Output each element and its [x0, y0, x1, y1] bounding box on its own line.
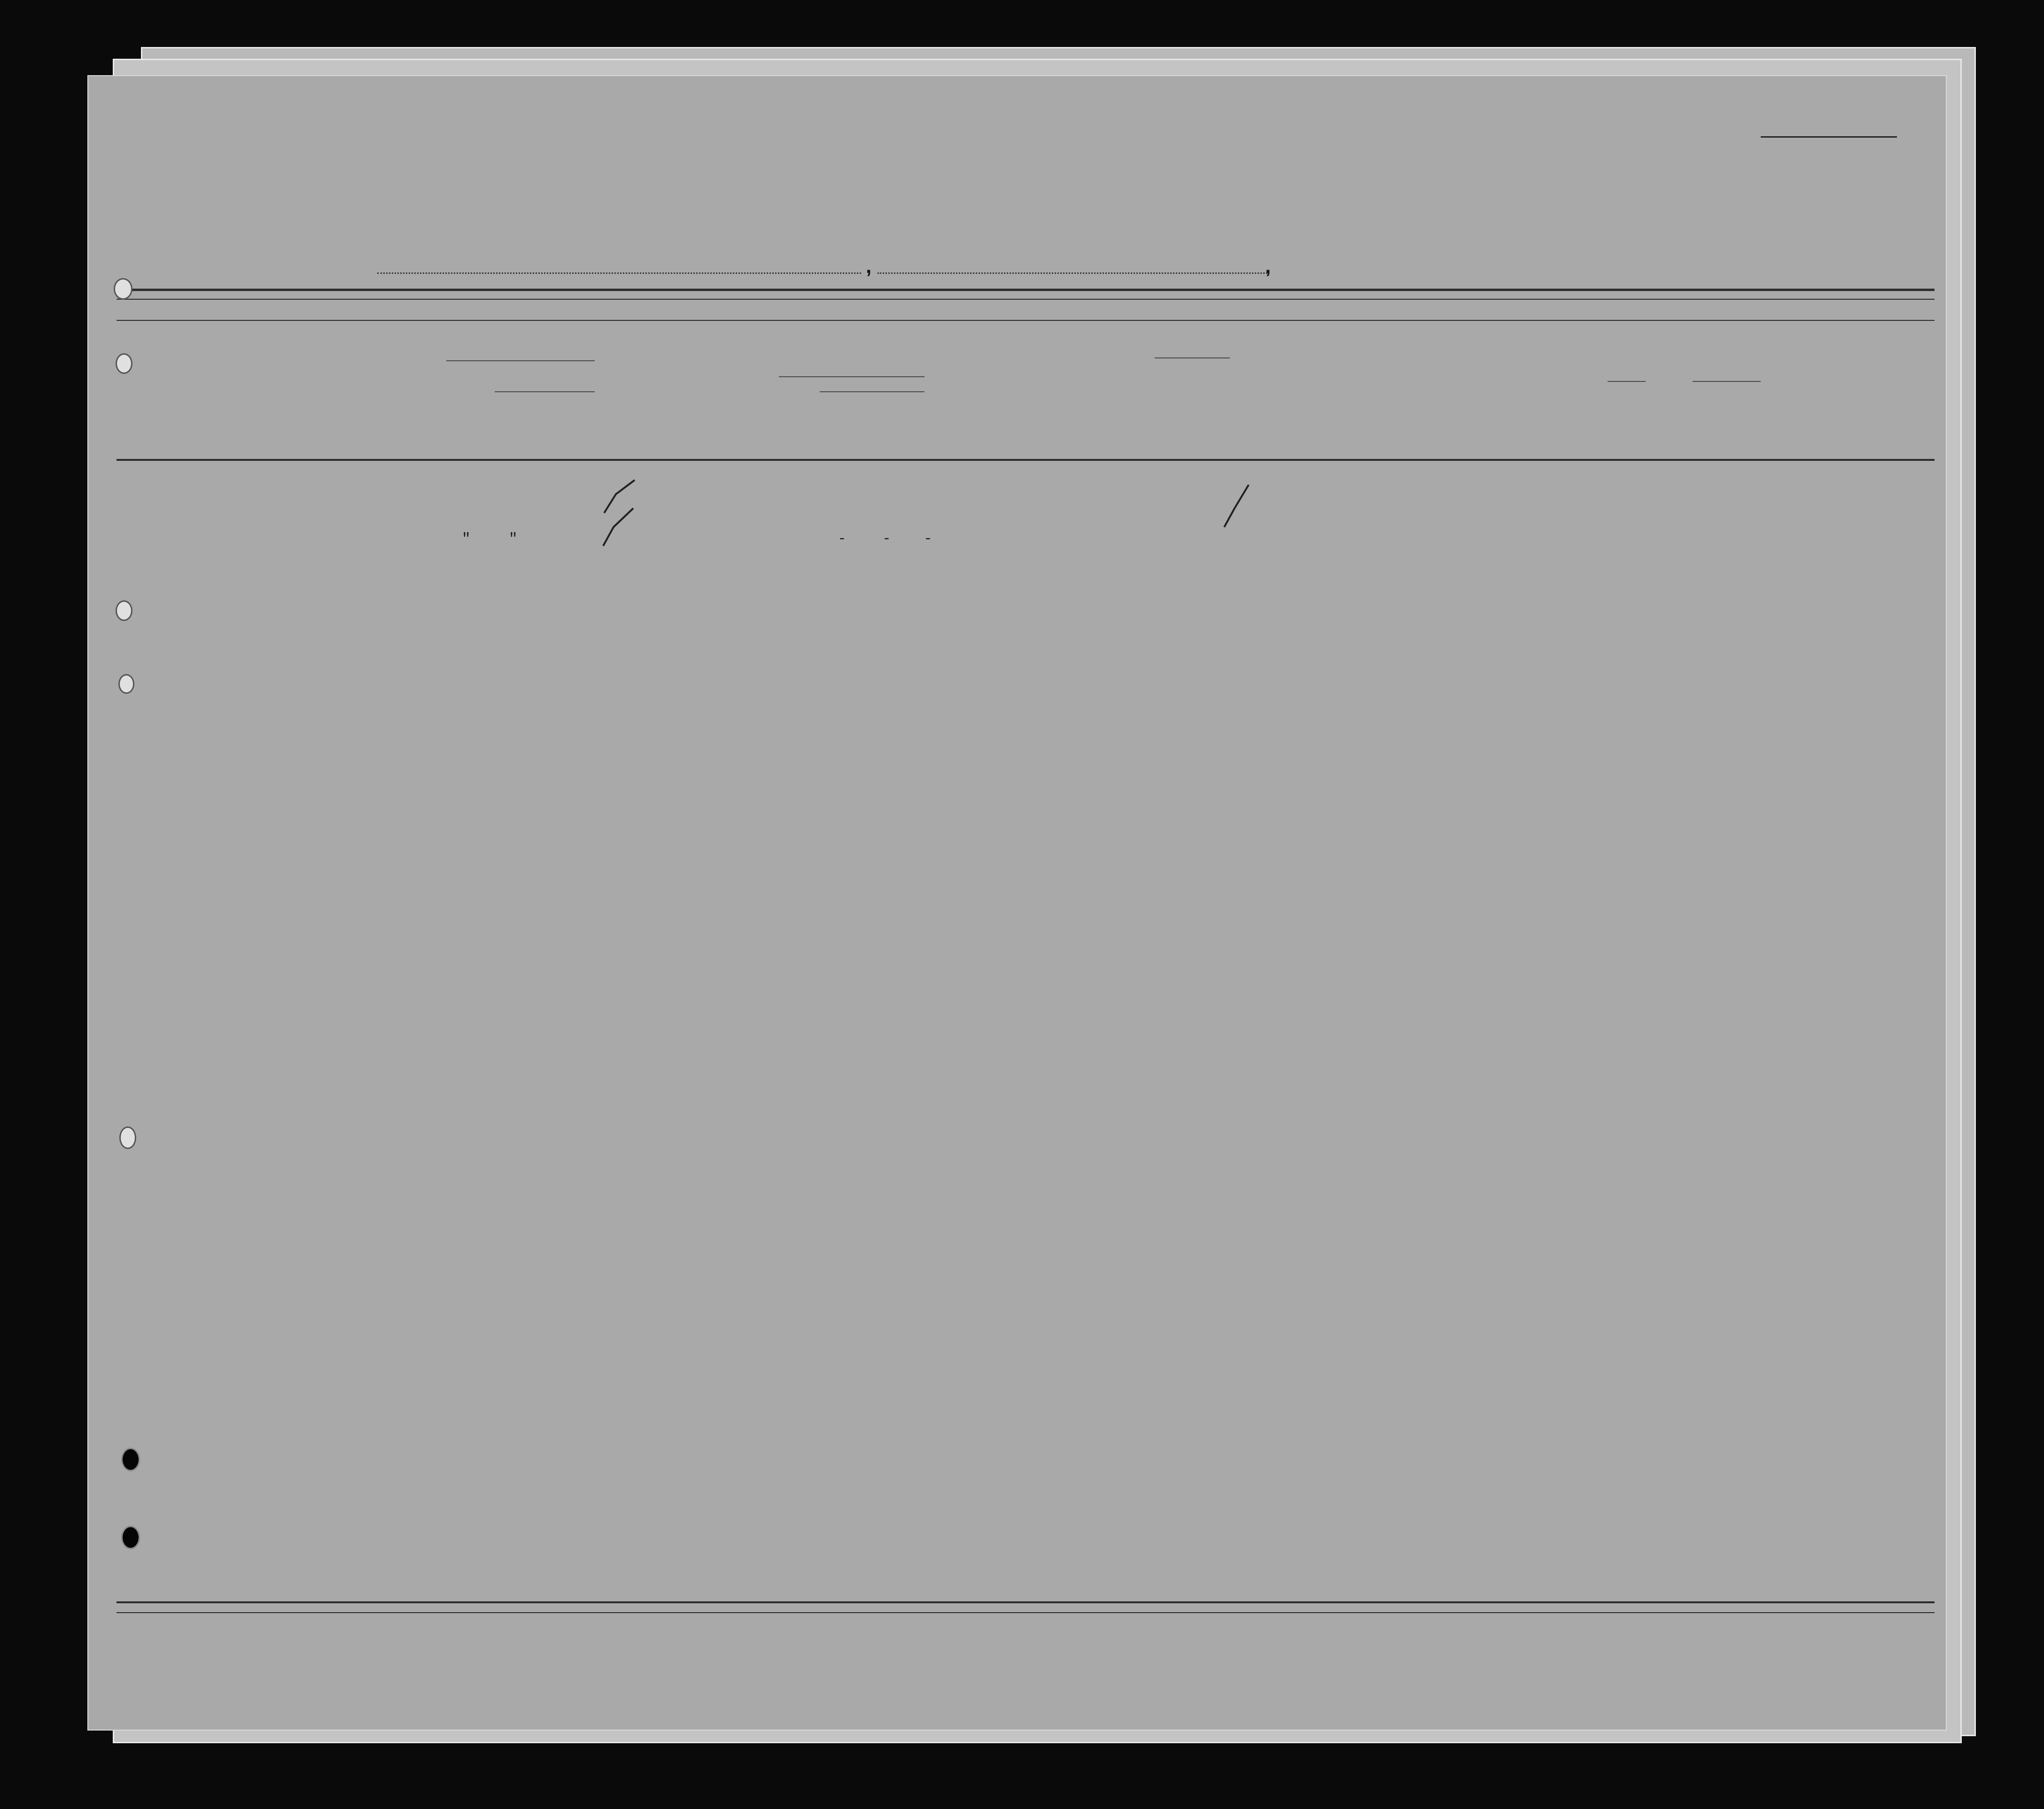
col26-header: [1290, 325, 1308, 457]
r2-foreign-ditto: ": [462, 531, 471, 547]
binding-hole: [121, 1526, 140, 1549]
col27-header: [1311, 325, 1330, 457]
r2-state-ditto: ": [509, 531, 518, 547]
manifest-sheet: [87, 75, 1947, 1731]
col31-header: [1448, 325, 1465, 457]
date-comma: ,: [1265, 255, 1271, 278]
r2-years-dash: -: [838, 531, 847, 547]
binding-hole: [121, 1448, 140, 1471]
col19-header: [597, 325, 625, 457]
col34-inches: [1627, 386, 1645, 457]
citizen-check-mark: [1220, 480, 1258, 536]
binding-hole: [119, 1126, 136, 1149]
binding-hole: [118, 674, 134, 694]
r2-where-dash: -: [882, 531, 891, 547]
col21-header: [717, 325, 750, 457]
r2-depart-dash: -: [924, 531, 933, 547]
col34-feet: [1609, 386, 1626, 457]
col24-a: [1156, 360, 1179, 457]
col25-header: [1232, 325, 1274, 457]
col24-b: [1181, 360, 1205, 457]
col30-header: [1427, 325, 1447, 457]
col24-c: [1206, 360, 1229, 457]
col29-header: [1391, 325, 1425, 457]
binding-hole: [114, 278, 132, 300]
manifest-grid: [88, 76, 1946, 1730]
binding-hole: [116, 600, 132, 621]
col28-header: [1334, 325, 1388, 457]
binding-hole: [116, 353, 132, 374]
port-comma: ,: [866, 255, 872, 278]
ticket-check-marks: [599, 475, 646, 551]
